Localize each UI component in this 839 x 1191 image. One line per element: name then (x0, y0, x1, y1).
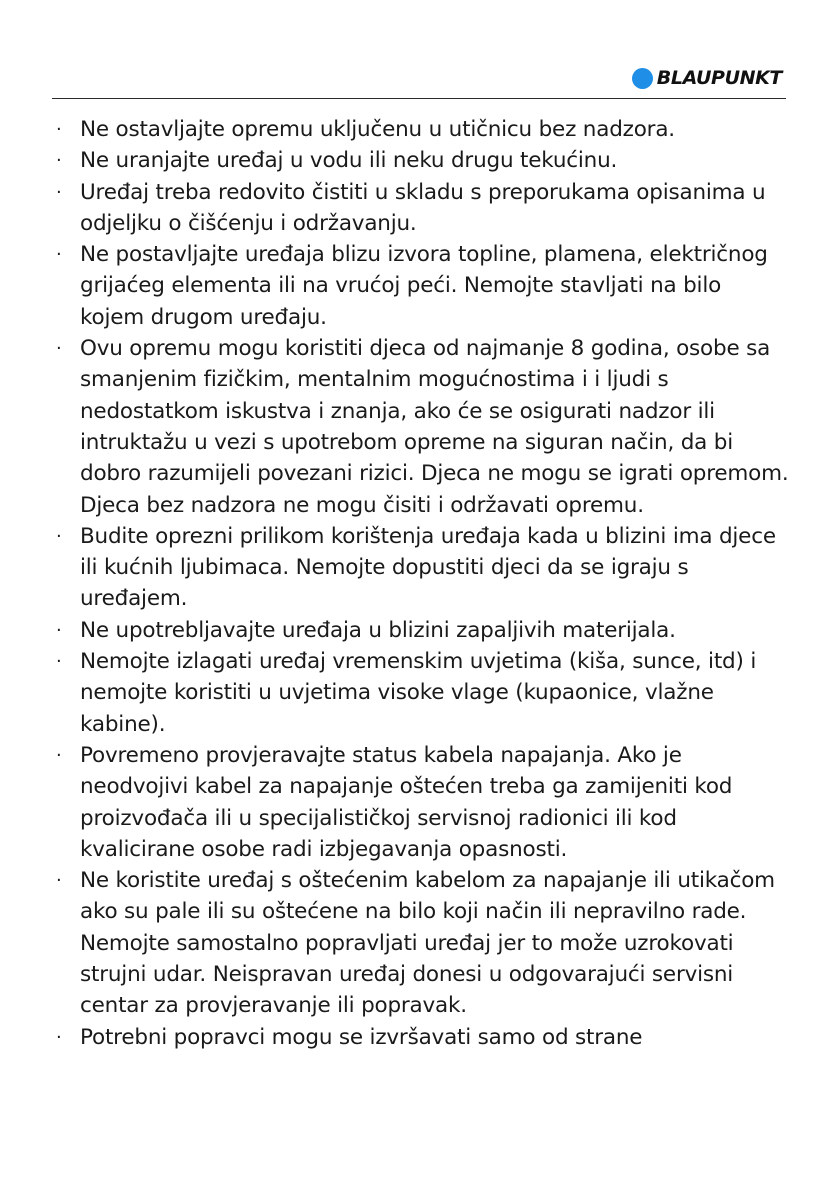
bullet-icon: · (56, 150, 62, 172)
bullet-list (52, 114, 790, 1053)
list-item (52, 740, 790, 865)
list-item-text: Ne postavljajte uređaja blizu izvora topline, plamena, električnog grijaćeg elementa ili na vrućoj peći. Nemojte stavljati na bilo kojem drugom uređaju. (80, 242, 768, 330)
page-header (52, 64, 786, 99)
list-item (52, 114, 790, 145)
bullet-icon: · (56, 338, 62, 360)
list-item (52, 865, 790, 1021)
list-item (52, 1022, 790, 1053)
brand-dot-icon (632, 68, 653, 89)
list-item (52, 646, 790, 740)
bullet-icon: · (56, 244, 62, 266)
list-item-text: Ne uranjajte uređaj u vodu ili neku drugu tekućinu. (80, 148, 618, 174)
bullet-icon: · (56, 651, 62, 673)
list-item-text: Ne ostavljajte opremu uključenu u utičnicu bez nadzora. (80, 117, 675, 142)
bullet-icon: · (56, 619, 62, 641)
list-item-text: Ne upotrebljavajte uređaja u blizini zapaljivih materijala. (80, 617, 676, 643)
list-item (52, 177, 790, 240)
bullet-icon: · (56, 744, 62, 766)
brand-logo (632, 67, 782, 89)
list-item-text: Ovu opremu mogu koristiti djeca od najmanje 8 godina, osobe sa smanjenim fizičkim, mentalnim mogućnostima i i ljudi s nedostatkom iskustva i znanja, ako će se osigurati nadzor ili intruktažu u vezi s upotrebom opreme na siguran način, da bi dobro razumijeli povezani rizici. Djeca ne mogu se igrati opremom. Djeca bez nadzora ne mogu čisiti i održavati opremu. (80, 336, 789, 518)
list-item-text: Potrebni popravci mogu se izvršavati samo od strane (80, 1024, 643, 1050)
list-item-text: Ne koristite uređaj s oštećenim kabelom za napajanje ili utikačom ako su pale ili su oštećene na bilo koji način ili nepravilno rade. Nemojte samostalno popravljati uređaj jer to može uzrokovati strujni udar. Neispravan uređaj donesi u odgovarajući servisni centar za provjeravanje ili popravak. (80, 868, 775, 1019)
list-item (52, 239, 790, 333)
list-item-text: Uređaj treba redovito čistiti u skladu s preporukama opisanima u odjeljku o čišćenju i održavanju. (80, 179, 766, 236)
list-item-text: Budite oprezni prilikom korištenja uređaja kada u blizini ima djece ili kućnih ljubimaca. Nemojte dopustiti djeci da se igraju s uređajem. (80, 523, 776, 612)
safety-instructions (52, 114, 790, 1053)
list-item (52, 145, 790, 176)
list-item (52, 521, 790, 615)
bullet-icon: · (56, 181, 62, 203)
bullet-icon: · (56, 870, 62, 892)
bullet-icon: · (56, 1026, 62, 1048)
list-item-text: Nemojte izlagati uređaj vremenskim uvjetima (kiša, sunce, itd) i nemojte koristiti u uvjetima visoke vlage (kupaonice, vlažne kabine). (80, 649, 757, 737)
list-item (52, 615, 790, 646)
bullet-icon: · (56, 525, 62, 547)
brand-name: BLAUPUNKT (656, 67, 782, 89)
list-item-text: Povremeno provjeravajte status kabela napajanja. Ako je neodvojivi kabel za napajanje oštećen treba ga zamijeniti kod proizvođača ili u specijalističkoj servisnoj radionici ili kod kvalicirane osobe radi izbjegavanja opasnosti. (80, 742, 733, 862)
bullet-icon: · (56, 119, 62, 140)
list-item (52, 333, 790, 521)
